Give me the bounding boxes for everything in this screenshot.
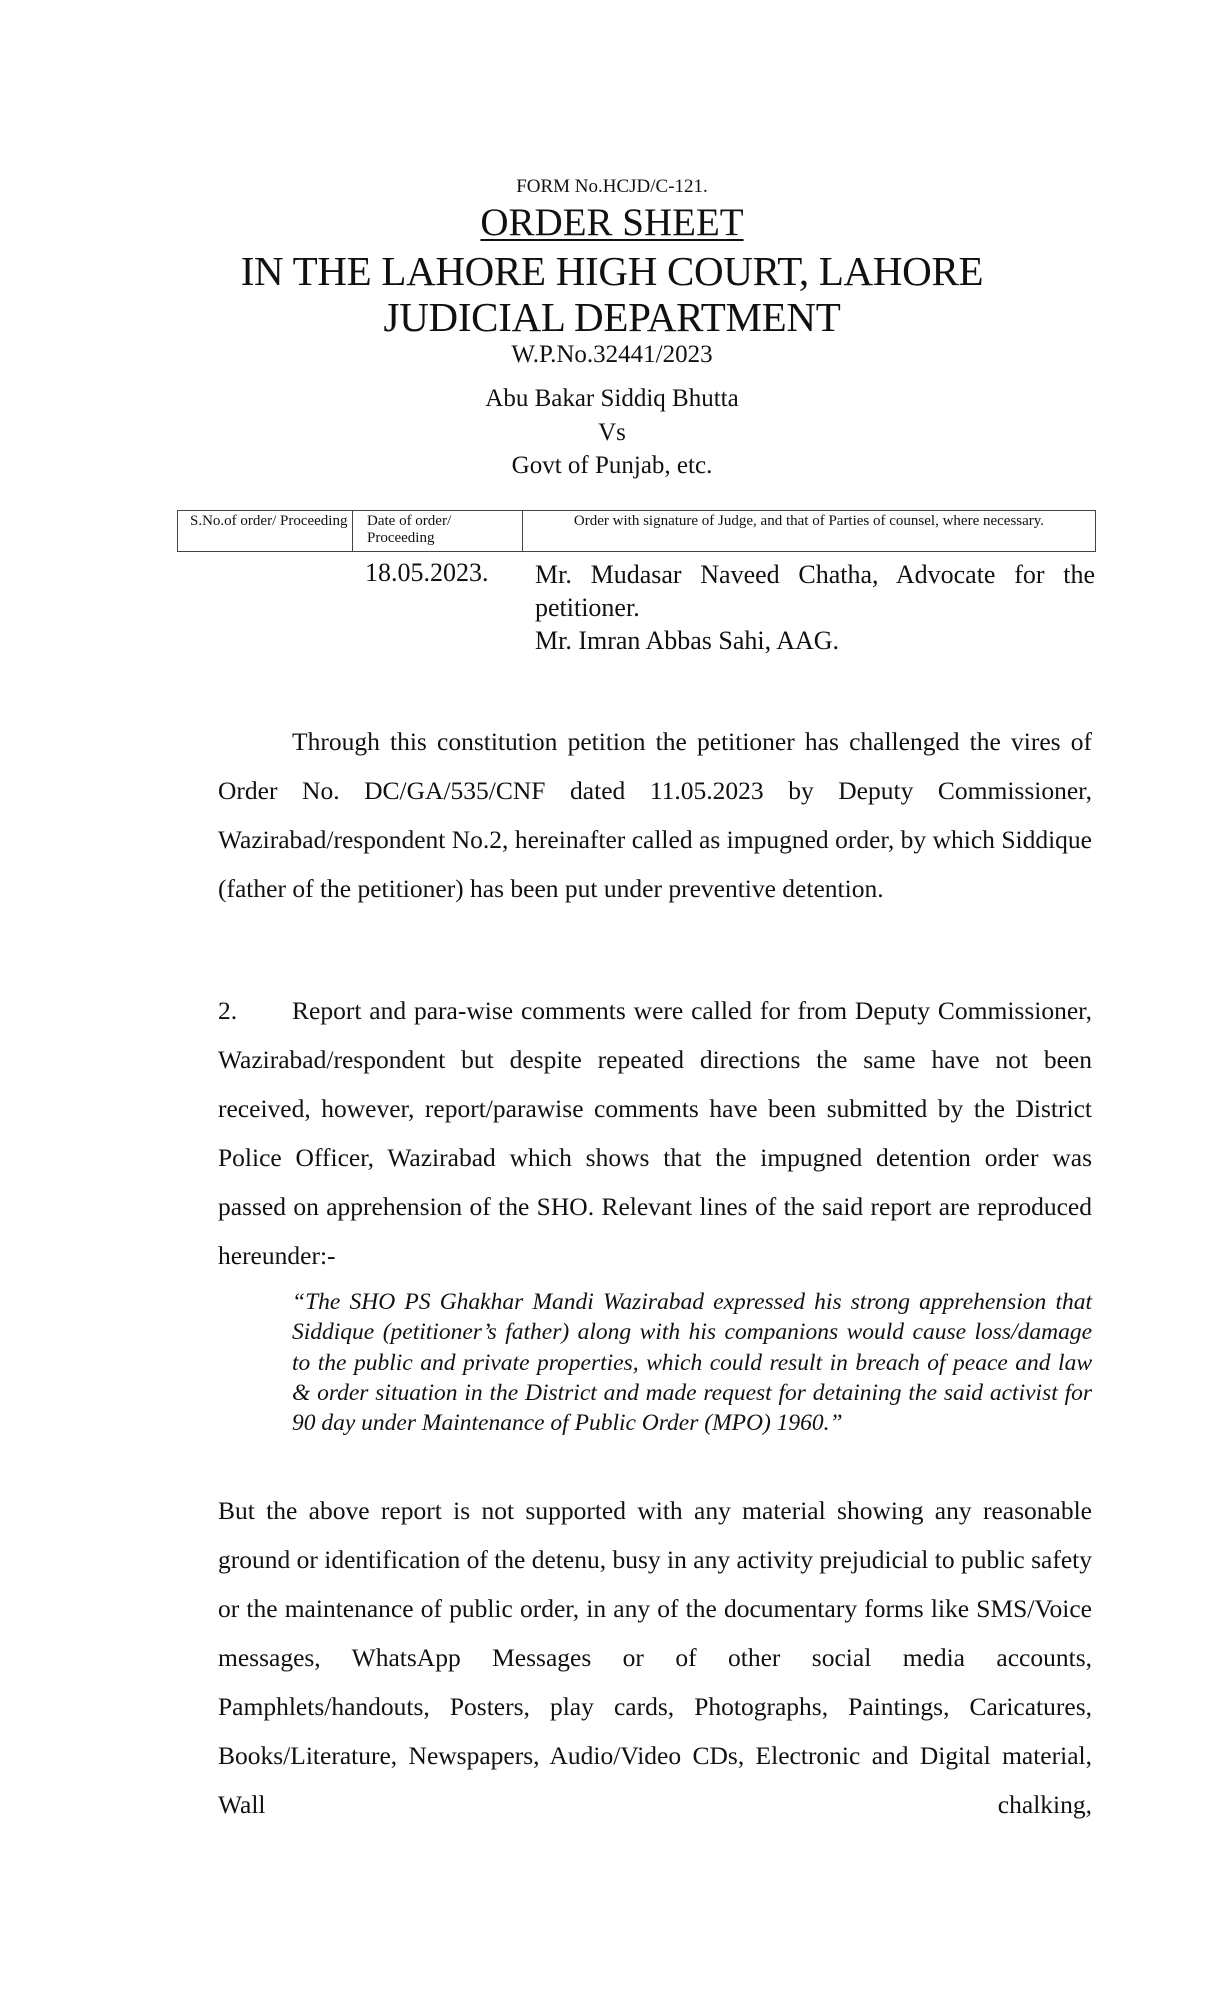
appearance-line: Mr. Imran Abbas Sahi, AAG. — [535, 626, 840, 655]
respondent-name: Govt of Punjab, etc. — [511, 452, 713, 479]
paragraph-2-text: Report and para-wise comments were called for from Deputy Commissioner, Wazirabad/respondent but despite repeated directions the same have not been received, however, report/parawise comments have been submitted by the District Police Officer, Wazirabad which shows that the impugned detention order was passed on apprehension of the SHO. Relevant lines of the said report are reproduced hereunder:- — [218, 996, 1092, 1270]
form-number: FORM No.HCJD/C-121. — [516, 176, 708, 197]
appearance-line: petitioner. — [535, 593, 640, 622]
column-header-order: Order with signature of Judge, and that of Parties of counsel, where necessary. — [573, 513, 1045, 529]
column-header-serial: S.No.of order/ Proceeding — [178, 511, 353, 551]
court-name: IN THE LAHORE HIGH COURT, LAHORE — [240, 248, 984, 294]
document-title — [0, 200, 1224, 245]
paragraph-1: Through this constitution petition the petitioner has challenged the vires of Order No. DC/GA/535/CNF dated 11.05.2023 by Deputy Commissioner, Wazirabad/respondent No.2, hereinafter called as impugned order, by which Siddique (father of the petitioner) has been put under preventive detention. — [218, 727, 1092, 903]
petitioner-name: Abu Bakar Siddiq Bhutta — [485, 385, 739, 412]
department-name: JUDICIAL DEPARTMENT — [383, 294, 841, 340]
appearances — [535, 558, 1095, 657]
paragraph-number: 2. — [218, 996, 238, 1025]
proceeding-date: 18.05.2023. — [365, 558, 489, 587]
paragraph-2 — [218, 986, 1092, 1280]
appearance-line: Mr. Mudasar Naveed Chatha, Advocate for the — [535, 560, 1095, 589]
quoted-report: “The SHO PS Ghakhar Mandi Wazirabad expressed his strong apprehension that Siddique (petitioner’s father) along with his companions would cause loss/damage to the public and private properties, which could result in breach of peace and law & order situation in the District and made request for detaining the said activist for 90 day under Maintenance of Public Order (MPO) 1960.” — [292, 1289, 1092, 1437]
versus-label: Vs — [598, 419, 626, 446]
order-table-header — [177, 510, 1096, 552]
case-number: W.P.No.32441/2023 — [511, 341, 713, 368]
paragraph-3: But the above report is not supported with any material showing any reasonable ground or identification of the detenu, busy in any activity prejudicial to public safety or the maintenance of public order, in any of the documentary forms like SMS/Voice messages, WhatsApp Messages or of other social media accounts, Pamphlets/handouts, Posters, play cards, Photographs, Paintings, Caricatures, Books/Literature, Newspapers, Audio/Video CDs, Electronic and Digital material, Wall chalking, — [218, 1496, 1092, 1819]
document-title-text: ORDER SHEET — [480, 201, 744, 244]
column-header-date: Date of order/ Proceeding — [353, 511, 523, 551]
